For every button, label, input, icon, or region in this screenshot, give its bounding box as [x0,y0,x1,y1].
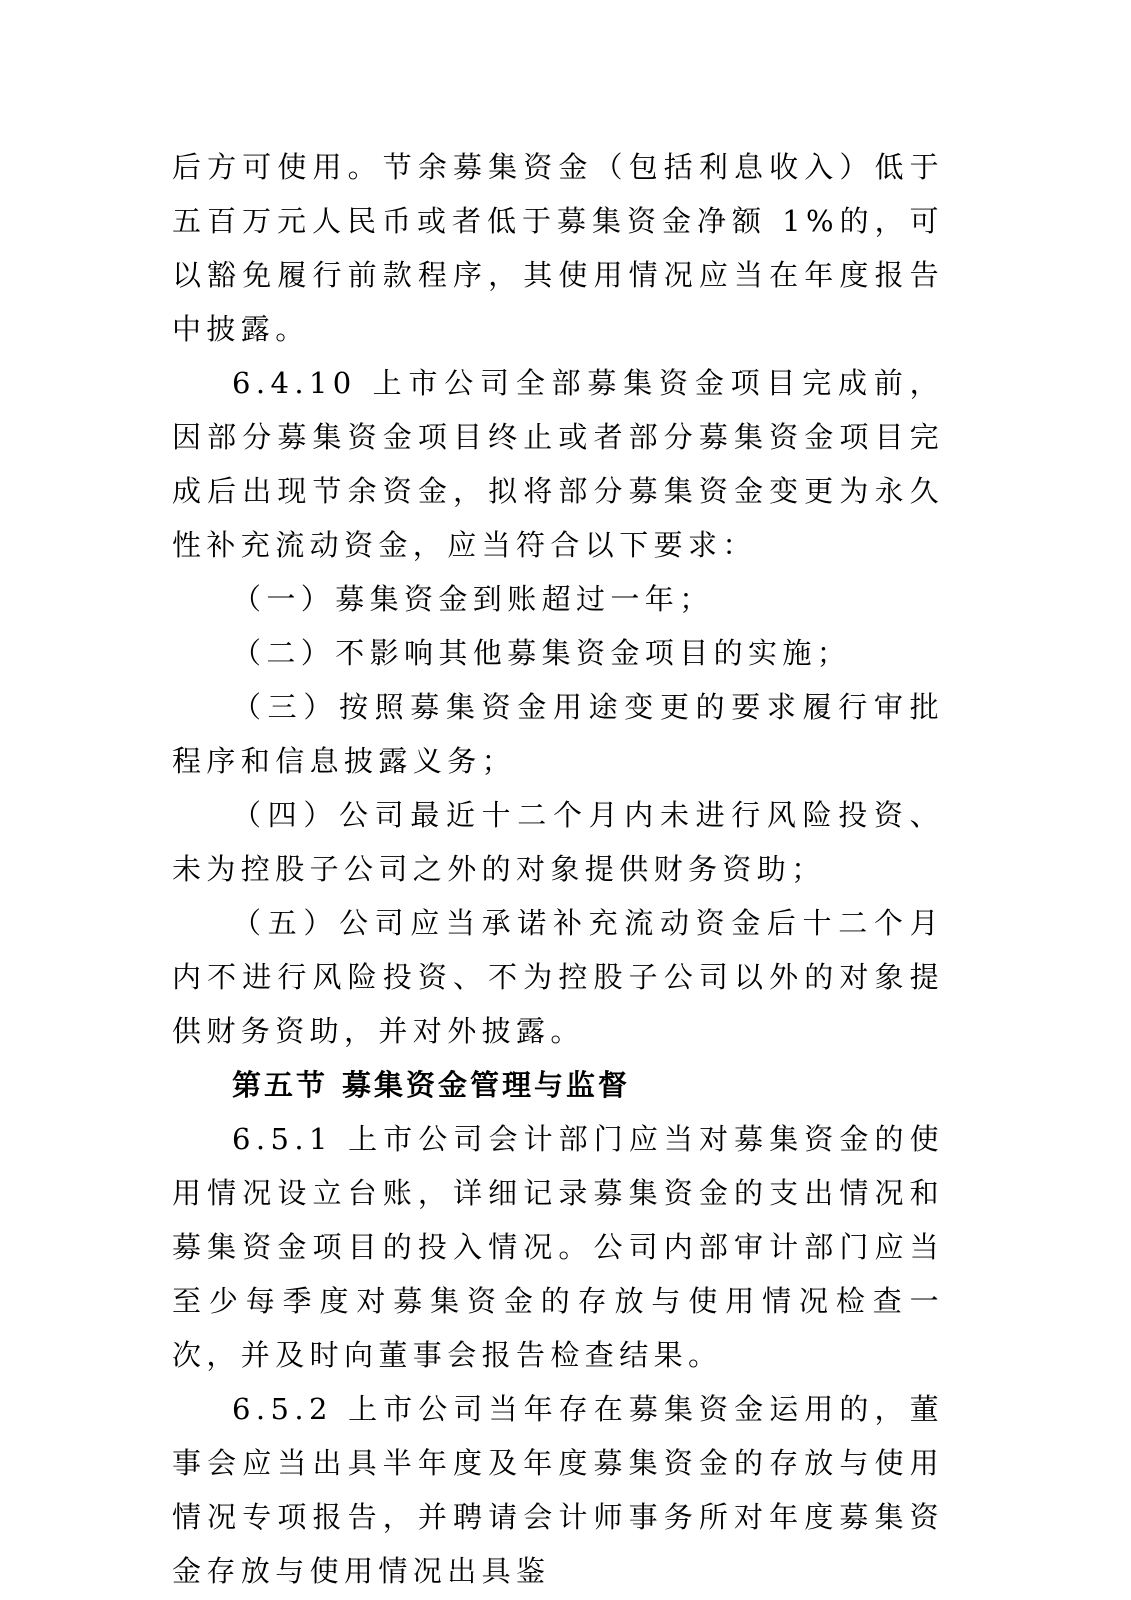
list-item-2: （二）不影响其他募集资金项目的实施； [232,636,852,670]
paragraph-continuation: 后方可使用。节余募集资金（包括利息收入）低于五百万元人民币或者低于募集资金净额 1%的，可以豁免履行前款程序，其使用情况应当在年度报告中披露。 [172,150,944,346]
section-title: 募集资金管理与监督 [342,1068,631,1102]
list-item-3: （三）按照募集资金用途变更的要求履行审批程序和信息披露义务； [172,690,944,778]
list-item-5: （五）公司应当承诺补充流动资金后十二个月内不进行风险投资、不为控股子公司以外的对象提供财务资助，并对外披露。 [172,906,944,1048]
list-item-1: （一）募集资金到账超过一年； [232,582,714,616]
paragraph-6-5-2: 6.5.2 上市公司当年存在募集资金运用的，董事会应当出具半年度及年度募集资金的存放与使用情况专项报告，并聘请会计师事务所对年度募集资金存放与使用情况出具鉴 [172,1392,944,1588]
section-number: 第五节 [232,1068,329,1102]
list-item-4: （四）公司最近十二个月内未进行风险投资、未为控股子公司之外的对象提供财务资助； [172,798,944,886]
paragraph-6-4-10: 6.4.10 上市公司全部募集资金项目完成前，因部分募集资金项目终止或者部分募集资金项目完成后出现节余资金，拟将部分募集资金变更为永久性补充流动资金，应当符合以下要求： [172,366,944,562]
paragraph-6-5-1: 6.5.1 上市公司会计部门应当对募集资金的使用情况设立台账，详细记录募集资金的支出情况和募集资金项目的投入情况。公司内部审计部门应当至少每季度对募集资金的存放与使用情况检查一次，并及时向董事会报告检查结果。 [172,1122,944,1372]
section-heading [172,1058,944,1112]
document-body [172,140,944,1598]
